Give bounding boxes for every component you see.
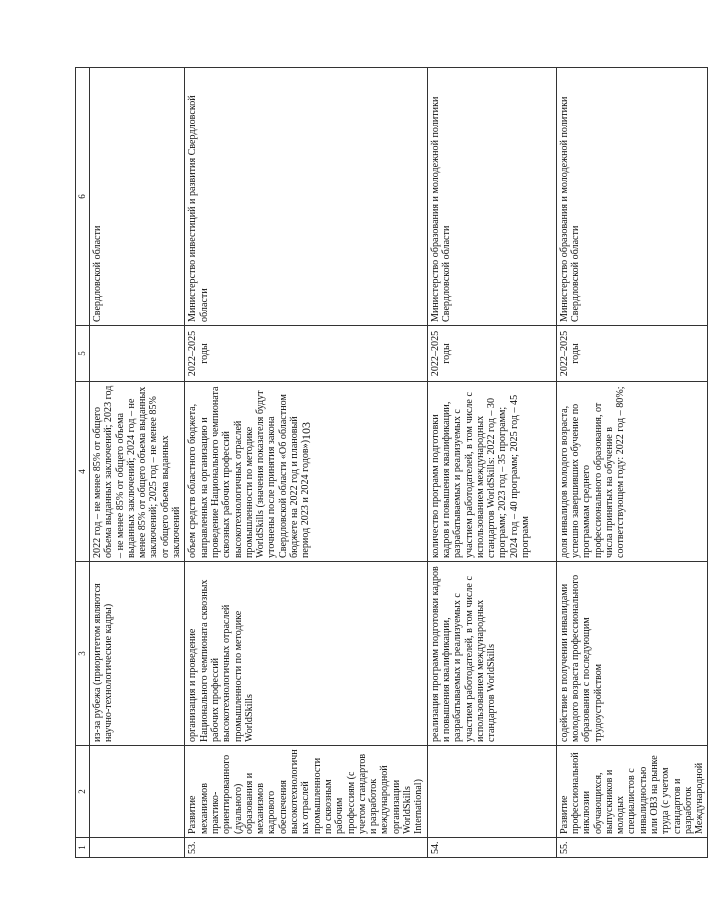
header-cell-4: 4 [76,382,90,562]
header-cell-2: 2 [76,746,90,838]
indicator-text: количество программ подготовки кадров и повышения квалификации, разрабатываемых и реализуемых с участием работодателей, в том числе с использованием международных стандартов WorldSkills: 2022 год – 30 программ; 2023 год – 35 программ; 2024 год – 40 программ; 2025 год – 45 программ [427,382,556,562]
header-cell-5: 5 [76,326,90,382]
executor-text: Министерство образования и молодежной политики Свердловской области [427,68,556,326]
header-cell-3: 3 [76,562,90,746]
executor-text: Министерство образования и молодежной политики Свердловской области [556,68,708,326]
years-text: 2022–2025 годы [185,326,427,382]
executor-text: Свердловской области [90,68,185,326]
header-cell-6: 6 [76,68,90,326]
page-number: 103 [299,422,313,440]
years-text: 2022–2025 годы [427,326,556,382]
header-row [76,68,90,858]
header-cell-1: 1 [76,838,90,858]
row-number: 53. [185,838,427,858]
measure-text: из-за рубежа (приоритетом являются научно-технологические кадры) [90,562,185,746]
activity-name [90,746,185,838]
row-number: 55. [556,838,708,858]
years-text [90,326,185,382]
table-row [90,68,185,858]
years-text: 2022–2025 годы [556,326,708,382]
activity-name: Развитие профессиональной инклюзии обучающихся, выпускников и молодых специалистов с инвалидностью или ОВЗ на рынке труда (с учетом стандартов и разработок Международной [556,746,708,838]
indicator-text: доля инвалидов молодого возраста, успешно завершивших обучение по программам среднего профессионального образования, от числа принятых на обучение в соответствующем году: 2022 год – 80%; [556,382,708,562]
table-row [185,68,427,858]
table-row [556,68,708,858]
indicator-text: объем средств областного бюджета, направленных на организацию и проведение Национального чемпионата сквозных рабочих профессий высокотехнологичных отраслей промышленности по методике WorldSkills (значения показателя будут уточнены после принятия закона Свердловской области «Об областном бюджете на 2022 год и плановый период 2023 и 2024 годов») [185,382,427,562]
table-row [427,68,556,858]
measure-text: содействие в получении инвалидами молодого возраста профессионального образования с последующим трудоустройством [556,562,708,746]
measure-text: организация и проведение Национального чемпионата сквозных рабочих профессий высокотехнологичных отраслей промышленности по методике WorldSkills [185,562,427,746]
measures-table [75,67,708,858]
executor-text: Министерство инвестиций и развития Свердловской области [185,68,427,326]
activity-name [427,746,556,838]
row-number: 54. [427,838,556,858]
activity-name: Развитие механизмов практико-ориентированного (дуального) образования и механизмов кадрового обеспечения высокотехнологичных отраслей промышленности по сквозным рабочим профессиям (с учетом стандартов и разработок международной организации WorldSkills International) [185,746,427,838]
indicator-text: 2022 год – не менее 85% от общего объема выданных заключений; 2023 год – не менее 85% от общего объема выданных заключений; 2024 год – не менее 85% от общего объема выданных заключений; 2025 год – не менее 85% от общего объема выданных заключений [90,382,185,562]
rotated-table-container [75,68,706,858]
measure-text: реализация программ подготовки кадров и повышения квалификации, разрабатываемых и реализуемых с участием работодателей, в том числе с использованием международных стандартов WorldSkills [427,562,556,746]
row-number [90,838,185,858]
